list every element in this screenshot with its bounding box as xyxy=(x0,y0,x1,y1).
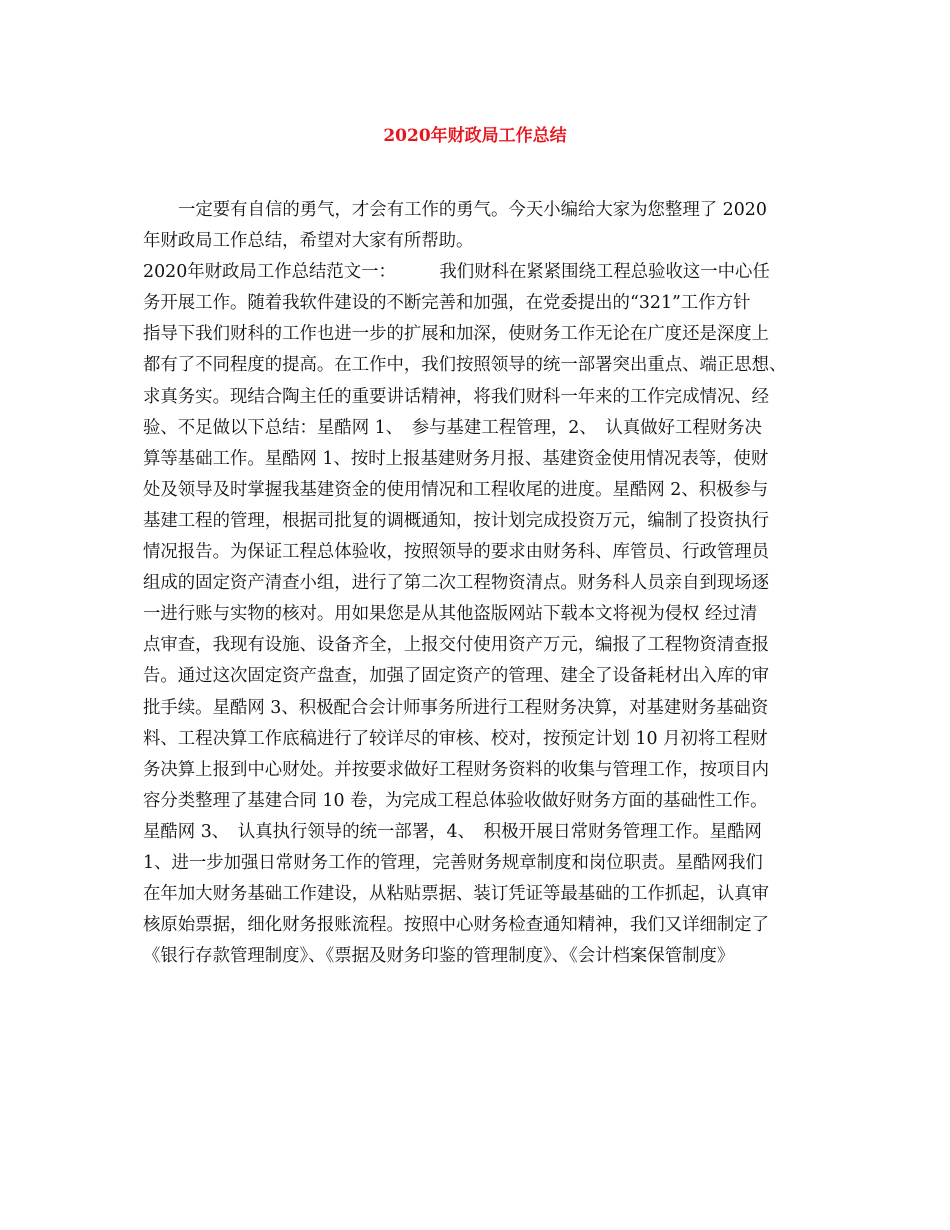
body-line: 核原始票据，细化财务报账流程。按照中心财务检查通知精神，我们又详细制定了 xyxy=(143,915,770,936)
body-line: 处及领导及时掌握我基建资金的使用情况和工程收尾的进度。星酷网 2、积极参与 xyxy=(143,479,769,500)
body-line: 容分类整理了基建合同 10 卷，为完成工程总体验收做好财务方面的基础性工作。 xyxy=(143,790,768,811)
body-line: 指导下我们财科的工作也进一步的扩展和加深，使财务工作无论在广度还是深度上 xyxy=(143,324,770,345)
body-line: 务开展工作。随着我软件建设的不断完善和加强，在党委提出的“321”工作方针 xyxy=(143,293,751,314)
body-line: 年财政局工作总结，希望对大家有所帮助。 xyxy=(143,231,474,252)
body-line: 告。通过这次固定资产盘查，加强了固定资产的管理、建全了设备耗材出入库的审 xyxy=(143,666,770,687)
body-line: 基建工程的管理，根据司批复的调概通知，按计划完成投资万元，编制了投资执行 xyxy=(143,510,770,531)
body-line: 料、工程决算工作底稿进行了较详尽的审核、校对，按预定计划 10 月初将工程财 xyxy=(143,728,768,749)
body-line: 1、进一步加强日常财务工作的管理，完善财务规章制度和岗位职责。星酷网我们 xyxy=(143,852,763,873)
body-line: 在年加大财务基础工作建设，从粘贴票据、装订凭证等最基础的工作抓起，认真审 xyxy=(143,884,770,905)
body-line: 一定要有自信的勇气，才会有工作的勇气。今天小编给大家为您整理了 2020 xyxy=(178,200,767,220)
body-line: 组成的固定资产清查小组，进行了第二次工程物资清点。财务科人员亲自到现场逐 xyxy=(143,573,770,594)
body-line: 一进行账与实物的核对。用如果您是从其他盗版网站下载本文将视为侵权 经过清 xyxy=(143,604,758,625)
body-line: 星酷网 3、 认真执行领导的统一部署，4、 积极开展日常财务管理工作。星酷网 xyxy=(143,821,762,842)
body-line: 验、不足做以下总结：星酷网 1、 参与基建工程管理，2、 认真做好工程财务决 xyxy=(143,417,762,438)
body-line: 情况报告。为保证工程总体验收，按照领导的要求由财务科、库管员、行政管理员 xyxy=(143,542,770,563)
body-line: 务决算上报到中心财处。并按要求做好工程财务资料的收集与管理工作，按项目内 xyxy=(143,759,770,780)
body-line: 2020年财政局工作总结范文一： 我们财科在紧紧围绕工程总验收这一中心任 xyxy=(143,262,770,283)
body-line: 算等基础工作。星酷网 1、按时上报基建财务月报、基建资金使用情况表等，使财 xyxy=(143,448,769,469)
document-title: 2020年财政局工作总结 xyxy=(383,126,567,146)
body-line: 《银行存款管理制度》、《票据及财务印鉴的管理制度》、《会计档案保管制度》 xyxy=(143,946,735,967)
body-line: 点审查，我现有设施、设备齐全，上报交付使用资产万元，编报了工程物资清查报 xyxy=(143,635,770,656)
body-line: 求真务实。现结合陶主任的重要讲话精神，将我们财科一年来的工作完成情况、经 xyxy=(143,386,770,407)
document-body xyxy=(143,195,823,972)
body-line: 都有了不同程度的提高。在工作中，我们按照领导的统一部署突出重点、端正思想、 xyxy=(143,355,787,376)
body-line: 批手续。星酷网 3、积极配合会计师事务所进行工程财务决算，对基建财务基础资 xyxy=(143,697,769,718)
